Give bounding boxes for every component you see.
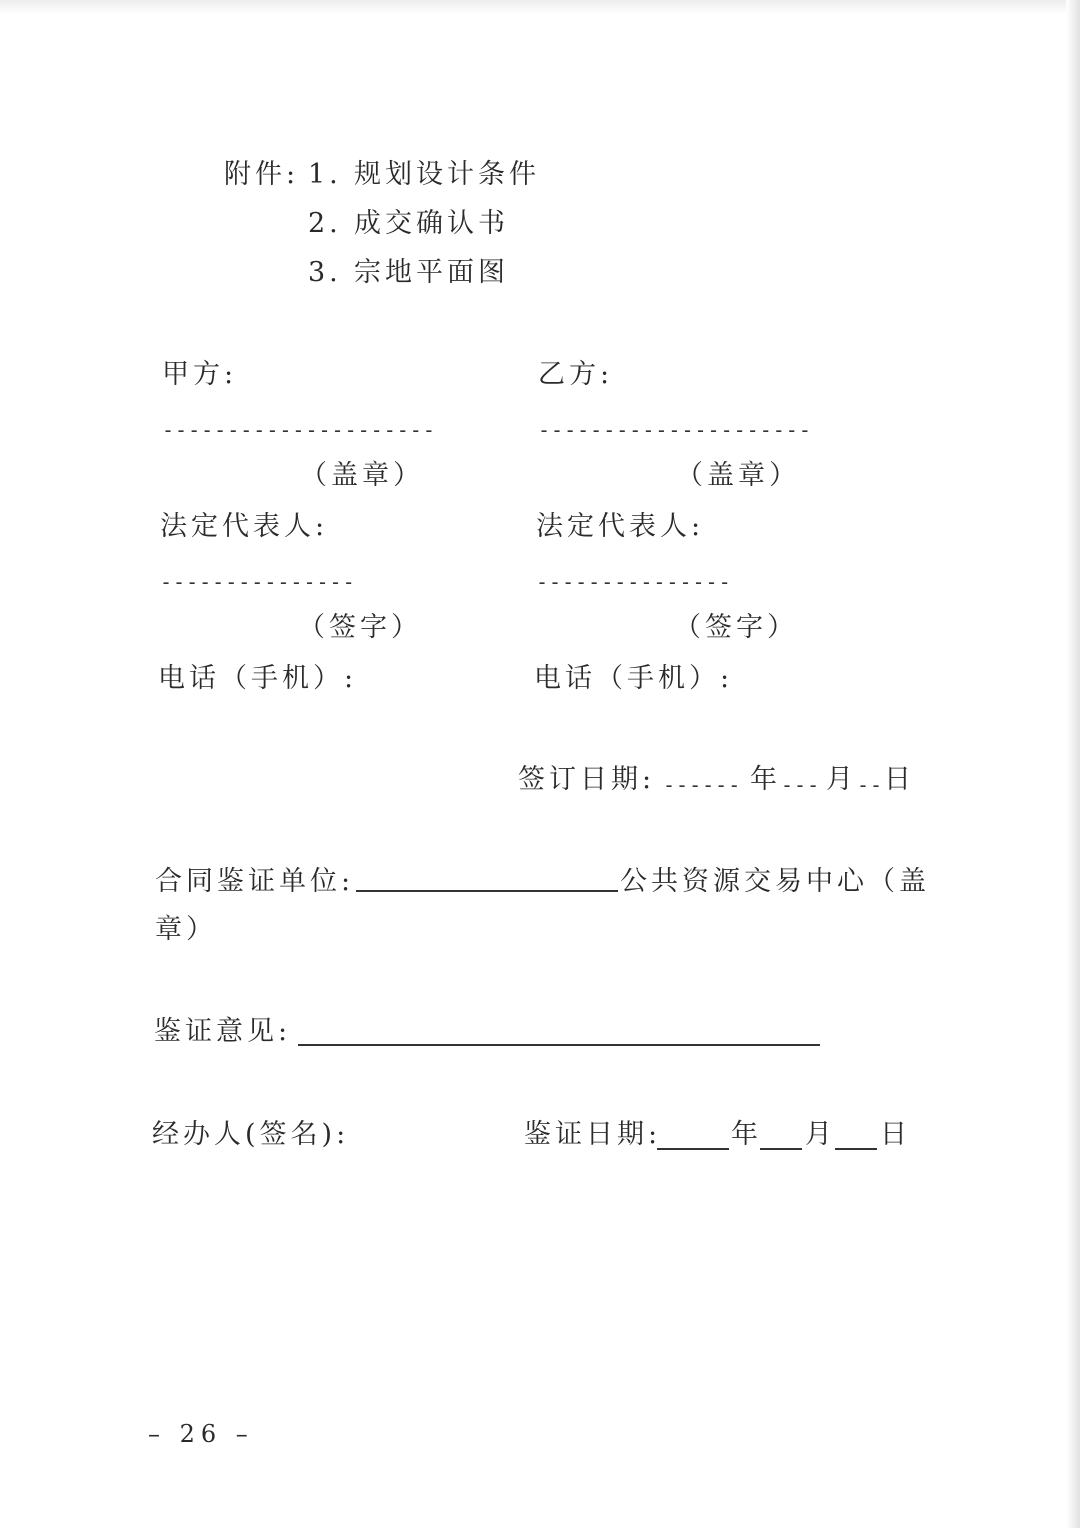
signing-month-unit: 月 [826,764,857,795]
scan-edge-right [1066,0,1080,1528]
party-a-label: 甲方: [162,359,238,390]
party-a-name-blank: --------------------- [162,418,436,442]
verification-day-unit: 日 [880,1119,911,1150]
signing-year-blank: ------ [663,773,742,797]
party-b-name-blank: --------------------- [538,418,812,442]
attachments-label: 附件: [224,159,300,190]
verification-day-blank [835,1148,877,1150]
scan-edge-top [0,0,1080,14]
party-a-rep-label: 法定代表人: [160,511,329,542]
verification-unit-blank [356,890,618,892]
verification-unit-label: 合同鉴证单位: [155,866,355,897]
verification-unit-suffix-cont: 章） [155,914,217,945]
party-b-rep-label: 法定代表人: [536,511,705,542]
party-b-sign-note: （签字） [674,612,798,643]
verification-opinion-blank [298,1044,820,1046]
party-b-label: 乙方: [538,359,614,390]
verification-unit-suffix: 公共资源交易中心（盖 [620,866,930,897]
attachment-item-2: 成交确认书 [354,208,509,239]
verification-month-unit: 月 [805,1119,836,1150]
attachment-item-3: 宗地平面图 [354,257,509,288]
verification-year-unit: 年 [731,1119,762,1150]
attachment-num-2: 2. [308,208,342,239]
party-a-rep-blank: --------------- [160,570,356,594]
page-number: – 26 – [148,1420,254,1448]
party-a-seal-note: （盖章） [300,460,424,491]
party-b-phone-label: 电话（手机）: [534,663,734,694]
party-a-phone-label: 电话（手机）: [158,663,358,694]
signing-date-label: 签订日期: [518,764,656,795]
signing-day-unit: 日 [884,764,915,795]
party-a-sign-note: （签字） [298,612,422,643]
signing-day-blank: -- [857,773,884,797]
signing-year-unit: 年 [750,764,781,795]
party-b-rep-blank: --------------- [536,570,732,594]
attachment-num-3: 3. [308,257,342,288]
verification-date-label: 鉴证日期: [524,1119,662,1150]
verification-year-blank [657,1148,729,1150]
signing-month-blank: --- [781,773,821,797]
party-b-seal-note: （盖章） [676,460,800,491]
verification-month-blank [760,1148,802,1150]
attachment-item-1: 规划设计条件 [354,159,540,190]
verification-opinion-label: 鉴证意见: [154,1016,292,1047]
handler-label: 经办人(签名): [152,1119,350,1150]
attachment-num-1: 1. [308,159,342,190]
